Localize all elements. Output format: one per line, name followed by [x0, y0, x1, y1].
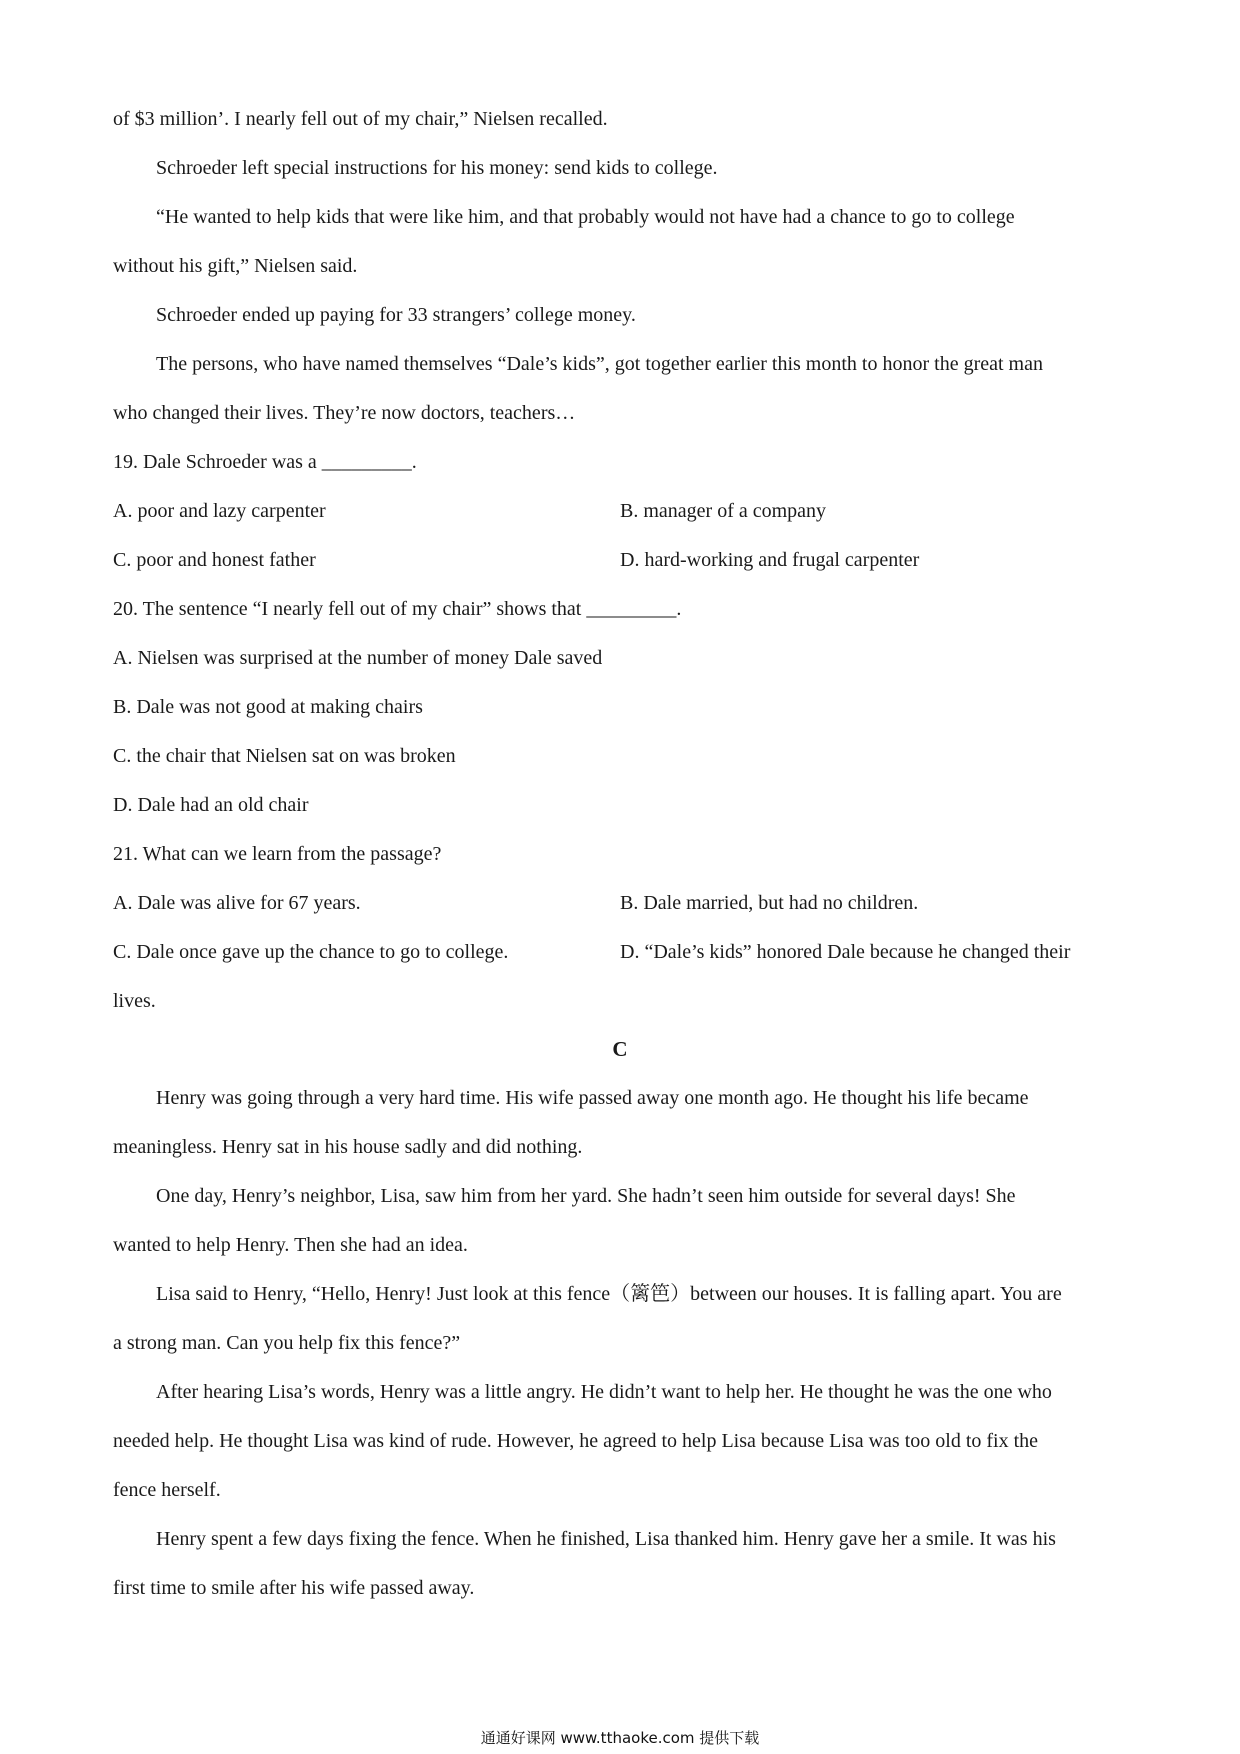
passage-c-line: meaningless. Henry sat in his house sadly and did nothing.: [113, 1136, 583, 1158]
passage-b-paragraph: “He wanted to help kids that were like him, and that probably would not have had a chance to go to college: [156, 206, 1015, 228]
passage-c-line: wanted to help Henry. Then she had an idea.: [113, 1234, 468, 1256]
passage-b-line: without his gift,” Nielsen said.: [113, 255, 358, 277]
question-20-stem: 20. The sentence “I nearly fell out of my chair” shows that _________.: [113, 598, 682, 620]
passage-b-paragraph: Schroeder left special instructions for his money: send kids to college.: [156, 157, 718, 179]
question-19-option-d: D. hard-working and frugal carpenter: [620, 549, 920, 571]
question-21-option-d: D. “Dale’s kids” honored Dale because he changed their: [620, 941, 1071, 963]
passage-b-line: of $3 million’. I nearly fell out of my chair,” Nielsen recalled.: [113, 108, 608, 130]
passage-c-paragraph: Henry spent a few days fixing the fence. When he finished, Lisa thanked him. Henry gave her a smile. It was his: [156, 1528, 1056, 1550]
question-21-option-a: A. Dale was alive for 67 years.: [113, 892, 361, 914]
question-19-option-a: A. poor and lazy carpenter: [113, 500, 326, 522]
passage-c-line: a strong man. Can you help fix this fence?”: [113, 1332, 461, 1354]
question-21-stem: 21. What can we learn from the passage?: [113, 843, 442, 865]
passage-c-paragraph: Lisa said to Henry, “Hello, Henry! Just look at this fence（篱笆）between our houses. It is falling apart. You are: [156, 1283, 1062, 1305]
question-20-option-d: D. Dale had an old chair: [113, 794, 309, 816]
question-21-option-c: C. Dale once gave up the chance to go to college.: [113, 941, 509, 963]
question-21-option-d-cont: lives.: [113, 990, 156, 1012]
question-20-option-b: B. Dale was not good at making chairs: [113, 696, 423, 718]
passage-c-line: first time to smile after his wife passed away.: [113, 1577, 475, 1599]
question-19-option-c: C. poor and honest father: [113, 549, 316, 571]
passage-c-paragraph: After hearing Lisa’s words, Henry was a little angry. He didn’t want to help her. He thought he was the one who: [156, 1381, 1052, 1403]
footer-watermark: 通通好课网 www.tthaoke.com 提供下载: [480, 1729, 760, 1747]
question-19-option-b: B. manager of a company: [620, 500, 827, 522]
passage-b-paragraph: Schroeder ended up paying for 33 strangers’ college money.: [156, 304, 636, 326]
passage-b-paragraph: The persons, who have named themselves “Dale’s kids”, got together earlier this month to honor the great man: [156, 353, 1043, 375]
question-20-option-a: A. Nielsen was surprised at the number of money Dale saved: [113, 647, 603, 669]
passage-c-paragraph: One day, Henry’s neighbor, Lisa, saw him from her yard. She hadn’t seen him outside for several days! She: [156, 1185, 1016, 1207]
question-21-option-b: B. Dale married, but had no children.: [620, 892, 919, 914]
passage-c-line: needed help. He thought Lisa was kind of rude. However, he agreed to help Lisa because Lisa was too old to fix the: [113, 1430, 1039, 1452]
section-heading-c: C: [612, 1037, 628, 1061]
passage-b-line: who changed their lives. They’re now doctors, teachers…: [113, 402, 576, 424]
passage-c-line: fence herself.: [113, 1479, 221, 1501]
question-19-stem: 19. Dale Schroeder was a _________.: [113, 451, 417, 473]
passage-c-paragraph: Henry was going through a very hard time. His wife passed away one month ago. He thought his life became: [156, 1087, 1029, 1109]
question-20-option-c: C. the chair that Nielsen sat on was broken: [113, 745, 456, 767]
